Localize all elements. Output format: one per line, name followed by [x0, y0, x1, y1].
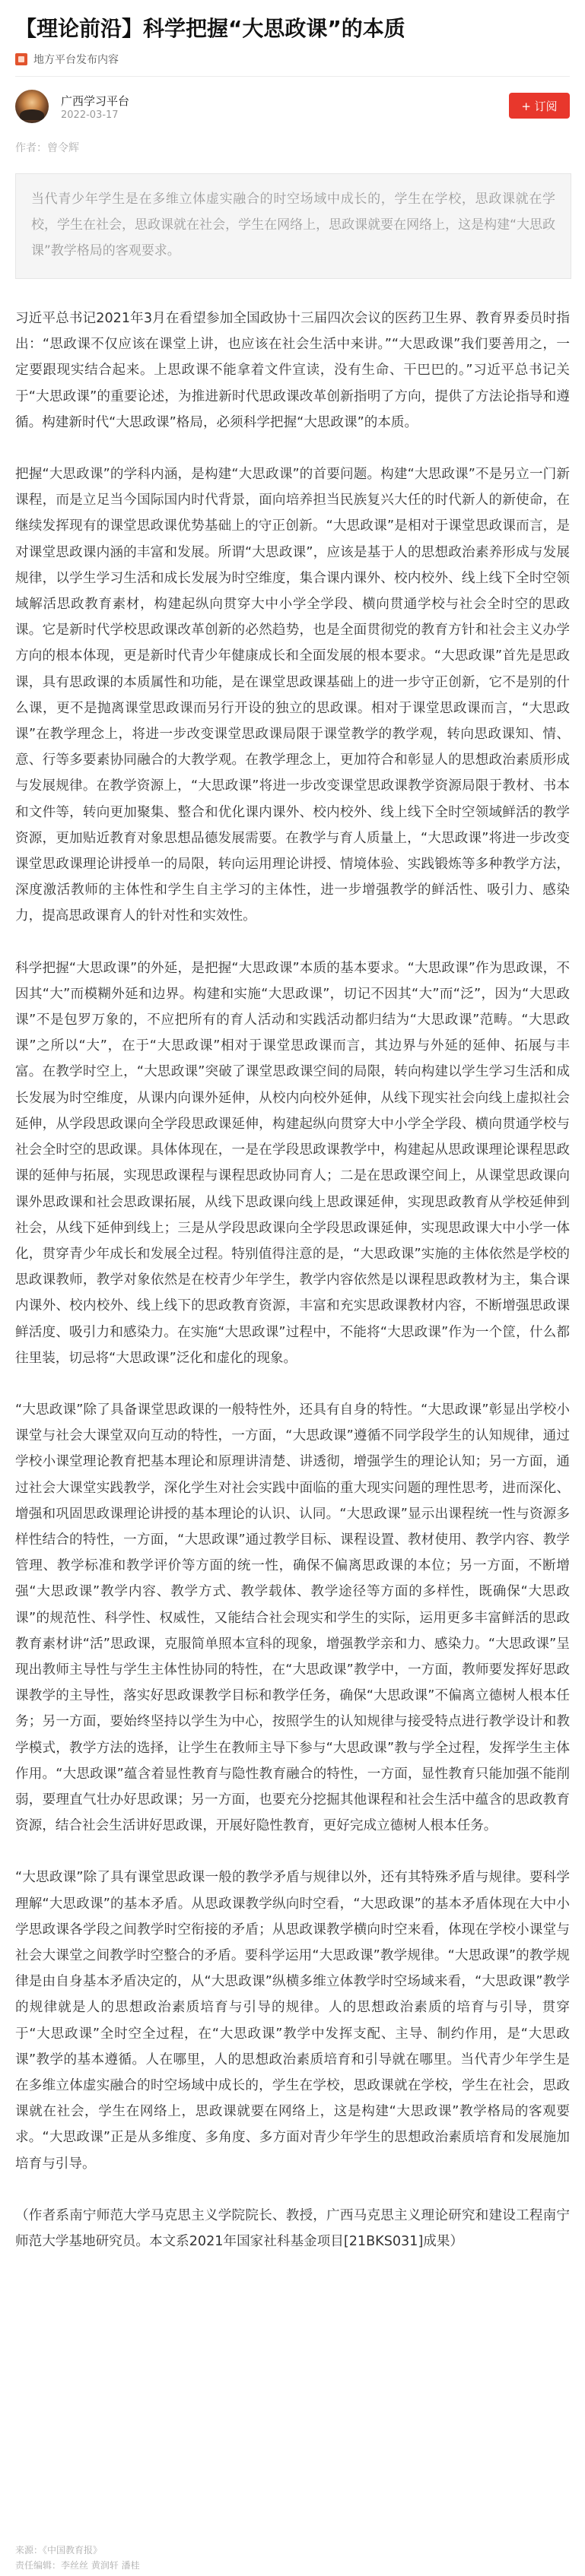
footer-source: 来源：《中国教育报》: [15, 2545, 103, 2555]
source-row[interactable]: [15, 50, 119, 68]
abstract-text: 当代青少年学生是在多维立体虚实融合的时空场域中成长的，学生在学校，思政课就在学校，学生在社会，思政课就在社会，学生在网络上，思政课就要在网络上，这是构建“大思政课”教学格局的客观要求。: [31, 192, 555, 258]
publish-date: 2022-03-17: [61, 109, 119, 121]
article-title: 【理论前沿】科学把握“大思政课”的本质: [15, 16, 405, 41]
body-paragraph: 习近平总书记2021年3月在看望参加全国政协十三届四次会议的医药卫生界、教育界委员时指出：“思政课不仅应该在课堂上讲，也应该在社会生活中来讲。”“大思政课”我们要善用之，一定要跟现实结合起来。上思政课不能拿着文件宣读，没有生命、干巴巴的。”习近平总书记关于“大思政课”的重要论述，为推进新时代思政课改革创新指明了方向，提供了方法论指导和遵循。构建新时代“大思政课”格局，必须科学把握“大思政课”的本质。: [15, 311, 570, 430]
source-label: 地方平台发布内容: [33, 54, 119, 66]
body-paragraph: 科学把握“大思政课”的外延，是把握“大思政课”本质的基本要求。“大思政课”作为思政课，不因其“大”而模糊外延和边界。构建和实施“大思政课”，切记不因其“大”而“泛”，因为“大思政课”不是包罗万象的，不应把所有的育人活动和实践活动都归结为“大思政课”范畴。“大思政课”之所以“大”，在于“大思政课”相对于课堂思政课而言，其边界与外延的延伸、拓展与丰富。在教学时空上，“大思政课”突破了课堂思政课空间的局限，转向构建以学生学习生活和成长发展为时空维度，从课内向课外延伸，从校内向校外延伸，从线下现实社会向线上虚拟社会延伸，从学段思政课向全学段思政课延伸，构建起纵向贯穿大中小学全学段、横向贯通学校与社会全时空的思政课。具体体现在，一是在学段思政课教学中，构建起从思政课理论课程思政课的延伸与拓展，实现思政课程与课程思政协同育人；二是在思政课空间上，从课堂思政课向课外思政课和社会思政课拓展，从线下思政课向线上思政课延伸，实现思政教育从学校延伸到社会，从线下延伸到线上；三是从学段思政课向全学段思政课延伸，实现思政课大中小学一体化，贯穿青少年成长和发展全过程。特别值得注意的是，“大思政课”实施的主体依然是学校的思政课教师，教学对象依然是在校青少年学生，教学内容依然是以课程思政教材为主，集合课内课外、校内校外、线上线下的思政教育资源，丰富和充实思政课教材内容，不断增强思政课鲜活度、吸引力和感染力。在实施“大思政课”过程中，不能将“大思政课”作为一个筐，什么都往里装，切忌将“大思政课”泛化和虚化的现象。: [15, 960, 570, 1366]
footer-editor: 责任编辑：李丝丝 黄润轩 潘桂: [15, 2560, 140, 2571]
body-paragraph: 把握“大思政课”的学科内涵，是构建“大思政课”的首要问题。构建“大思政课”不是另立一门新课程，而是立足当今国际国内时代背景，面向培养担当民族复兴大任的时代新人的新使命，在继续发挥现有的课堂思政课优势基础上的守正创新。“大思政课”是相对于课堂思政课而言，是对课堂思政课内涵的丰富和发展。所谓“大思政课”，应该是基于人的思想政治素养形成与发展规律，以学生学习生活和成长发展为时空维度，集合课内课外、校内校外、线上线下全时空领域解活思政教育素材，构建起纵向贯穿大中小学全学段、横向贯通学校与社会全时空的思政课。它是新时代学校思政课改革创新的必然趋势，也是全面贯彻党的教育方针和社会主义办学方向的根本体现，更是新时代青少年健康成长和全面发展的根本要求。“大思政课”首先是思政课，具有思政课的本质属性和功能，是在课堂思政课基础上的进一步守正创新，它不是别的什么课，更不是抛离课堂思政课而另行开设的独立的思政课。相对于课堂思政课而言，“大思政课”在教学理念上，将进一步改变课堂思政课局限于课堂教学的教学观，转向思政课知、情、意、行等多要素协同融合的大教学观。在教学理念上，更加符合和彰显人的思想政治素质形成与发展规律。在教学资源上，“大思政课”将进一步改变课堂思政课教学资源局限于教材、书本和文件等，转向更加聚集、整合和优化课内课外、校内校外、线上线下全时空领域鲜活的教学资源，更加贴近教育对象思想品德发展需要。在教学与育人质量上，“大思政课”将进一步改变课堂思政课理论讲授单一的局限，转向运用理论讲授、情境体验、实践锻炼等多种教学方法，深度激活教师的主体性和学生自主学习的主体性，进一步增强教学的鲜活性、吸引力、感染力，提高思政课育人的针对性和实效性。: [15, 467, 570, 924]
author-name[interactable]: 广西学习平台: [61, 94, 130, 108]
subscribe-button[interactable]: + 订阅: [509, 93, 570, 119]
body-paragraph: “大思政课”除了具备课堂思政课的一般特性外，还具有自身的特性。“大思政课”彰显出学校小课堂与社会大课堂双向互动的特性，一方面，“大思政课”遵循不同学段学生的认知规律，通过学校小课堂理论教育把基本理论和原理讲清楚、讲透彻，增强学生的理论认知；另一方面，通过社会大课堂实践教学，深化学生对社会实践中面临的重大现实问题的理性思考，进而深化、增强和巩固思政课理论讲授的基本理论的认识、认同。“大思政课”显示出课程统一性与资源多样性结合的特性，一方面，“大思政课”通过教学目标、课程设置、教材使用、教学内容、教学管理、教学标准和教学评价等方面的统一性，确保不偏离思政课的本位；另一方面，不断增强“大思政课”教学内容、教学方式、教学载体、教学途径等方面的多样性，既确保“大思政课”的规范性、科学性、权威性，又能结合社会现实和学生的实际，运用更多丰富鲜活的思政教育素材讲“活”思政课，克服简单照本宣科的现象，增强教学亲和力、感染力。“大思政课”呈现出教师主导性与学生主体性协同的特性，在“大思政课”教学中，一方面，教师要发挥好思政课教学的主导性，落实好思政课教学目标和教学任务，确保“大思政课”不偏离立德树人根本任务；另一方面，要始终坚持以学生为中心，按照学生的认知规律与接受特点进行教学设计和教学模式，教学方法的选择，让学生在教师主导下参与“大思政课”教与学全过程，发挥学生主体作用。“大思政课”蕴含着显性教育与隐性教育融合的特性，一方面，显性教育只能加强不能削弱，要理直气壮办好思政课；另一方面，也要充分挖掘其他课程和社会生活中蕴含的思政教育资源，结合社会生活讲好思政课，开展好隐性教育，更好完成立德树人根本任务。: [15, 1402, 570, 1834]
author-avatar[interactable]: [15, 90, 49, 123]
header-divider: [15, 76, 570, 77]
article-body: [15, 306, 570, 2280]
body-paragraph: “大思政课”除了具有课堂思政课一般的教学矛盾与规律以外，还有其特殊矛盾与规律。要科学理解“大思政课”的基本矛盾。从思政课教学纵向时空看，“大思政课”的基本矛盾体现在大中小学思政课各学段之间教学时空衔接的矛盾；从思政课教学横向时空来看，体现在学校小课堂与社会大课堂之间教学时空整合的矛盾。要科学运用“大思政课”教学规律。“大思政课”的教学规律是由自身基本矛盾决定的，从“大思政课”纵横多维立体教学时空场域来看，“大思政课”教学的规律就是人的思想政治素质培育与引导的规律。人的思想政治素质的培育与引导，贯穿于“大思政课”全时空全过程，在“大思政课”教学中发挥支配、主导、制约作用，是“大思政课”教学的基本遵循。人在哪里，人的思想政治素质培育和引导就在哪里。当代青少年学生是在多维立体虚实融合的时空场域中成长的，学生在学校，思政课就在学校，学生在社会，思政课就在社会，学生在网络上，思政课就要在网络上，这是构建“大思政课”教学格局的客观要求。“大思政课”正是从多维度、多角度、多方面对青少年学生的思想政治素质培育和发展施加培育与引导。: [15, 1870, 570, 2172]
byline: 作者：曾令辉: [15, 142, 79, 154]
author-row: [15, 85, 570, 126]
platform-icon: [15, 53, 27, 65]
author-note: （作者系南宁师范大学马克思主义学院院长、教授，广西马克思主义理论研究和建设工程南宁师范大学基地研究员。本文系2021年国家社科基金项目[21BKS031]成果）: [15, 2207, 570, 2250]
abstract-box: [15, 173, 571, 279]
